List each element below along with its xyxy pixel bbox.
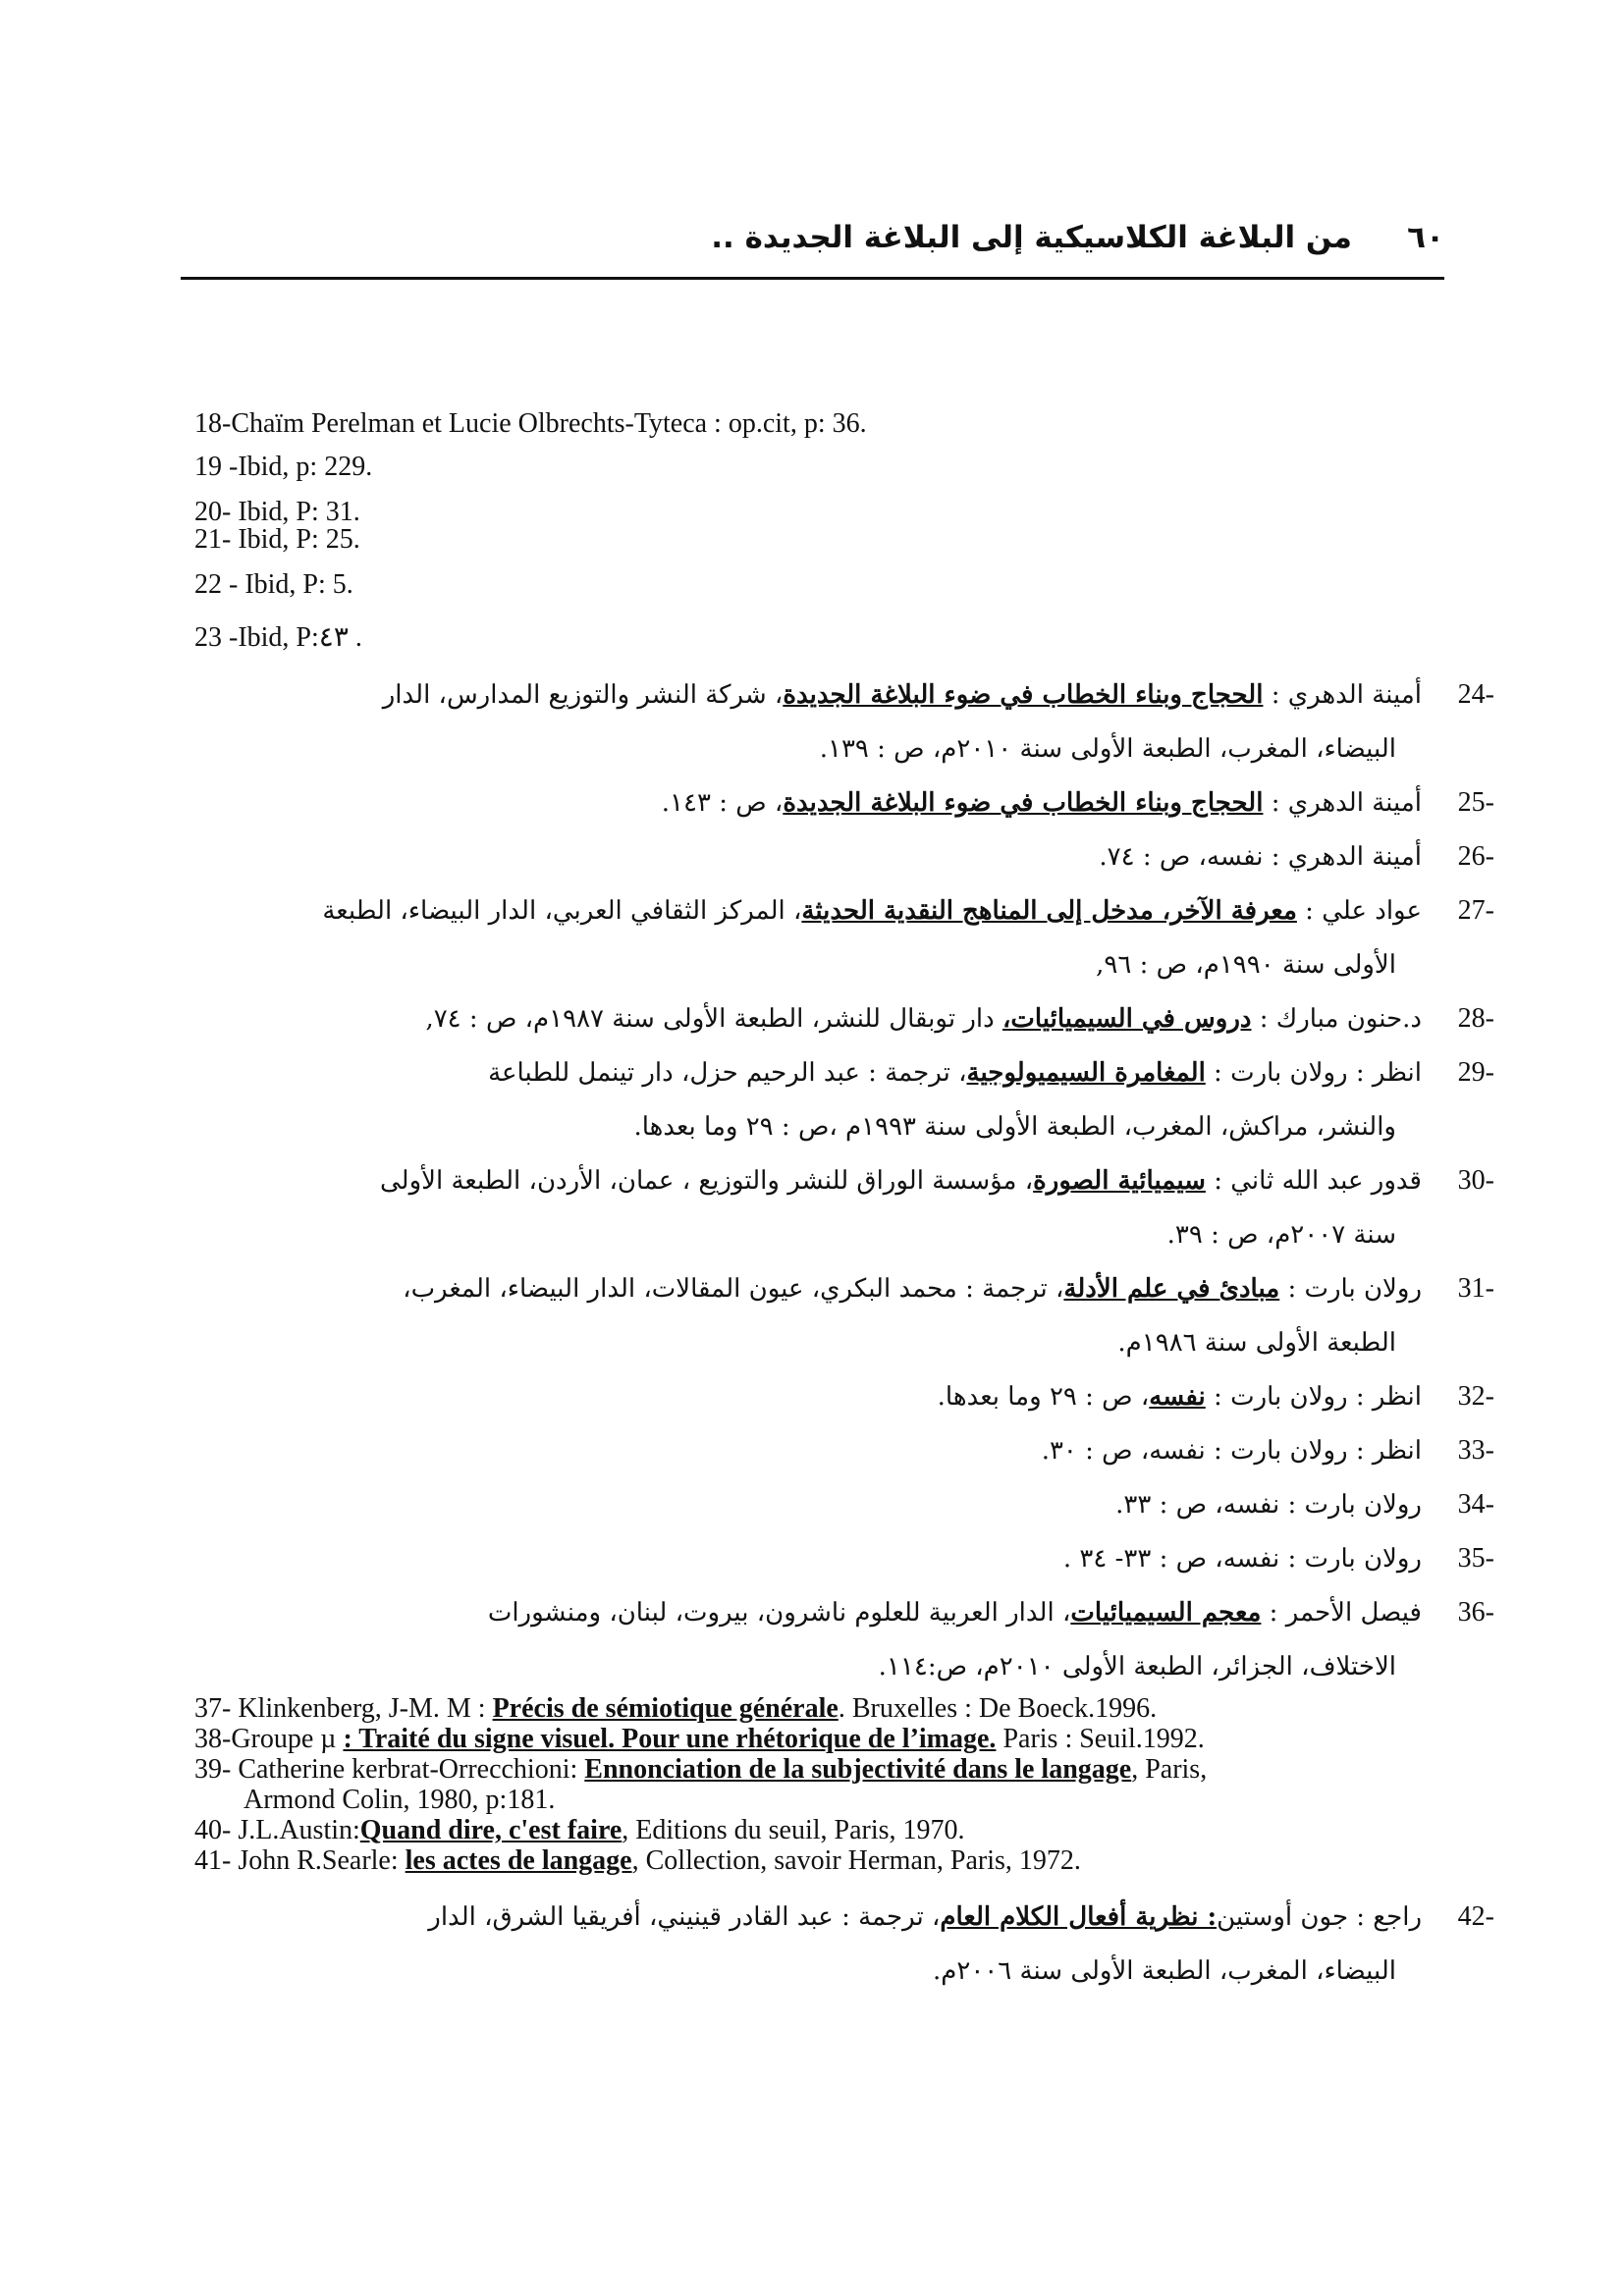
note-author: 38-Groupe µ — [194, 1724, 344, 1754]
note-title: Quand dire, c'est faire — [359, 1815, 623, 1845]
note-author: 37- Klinkenberg, J-M. M : — [194, 1693, 493, 1724]
note-continuation: الطبعة الأولى سنة ١٩٨٦م. — [1117, 1328, 1396, 1358]
note-author: 39- Catherine kerbrat-Orrecchioni: — [194, 1754, 585, 1785]
note-34 — [192, 1477, 1494, 1532]
note-author: انظر : رولان بارت : — [1205, 1058, 1422, 1088]
note-36 — [192, 1585, 1494, 1694]
note-title: المغامرة السيميولوجية — [966, 1058, 1206, 1088]
note-38 — [194, 1724, 1461, 1754]
note-author: فيصل الأحمر : — [1261, 1598, 1422, 1628]
note-title: : Traité du signe visuel. Pour une rhétorique de l’image. — [343, 1724, 997, 1754]
note-39 — [194, 1754, 1461, 1815]
note-number: 34- — [1457, 1489, 1494, 1520]
note-32 — [192, 1369, 1494, 1424]
note-42 — [192, 1890, 1494, 1999]
note-publisher: , Editions du seuil, Paris, 1970. — [622, 1815, 965, 1845]
note-continuation: الأولى سنة ١٩٩٠م، ص : ٩٦, — [1096, 950, 1396, 980]
note-number: 25- — [1457, 787, 1494, 818]
note-publisher: Paris : Seuil.1992. — [996, 1724, 1205, 1754]
note-continuation: البيضاء، المغرب، الطبعة الأولى سنة ٢٠١٠م، ص : ١٣٩. — [819, 734, 1396, 764]
note-publisher: , Collection, savoir Herman, Paris, 1972. — [631, 1845, 1081, 1876]
note-publisher: ، ترجمة : عبد الرحيم حزل، دار تينمل للطباعة — [488, 1058, 967, 1088]
note-number: 33- — [1457, 1435, 1494, 1466]
note-40 — [194, 1815, 1461, 1845]
note-publisher: ، المركز الثقافي العربي، الدار البيضاء، الطبعة — [322, 896, 802, 926]
note-28 — [192, 991, 1494, 1046]
note-title: نفسه — [1149, 1382, 1206, 1412]
note-number: 27- — [1457, 895, 1494, 926]
note-text: رولان بارت : نفسه، ص : ٣٣- ٣٤ . — [1062, 1544, 1422, 1574]
note-23: 23 -Ibid, P:٤٣ . — [194, 622, 362, 653]
note-publisher: دار توبقال للنشر، الطبعة الأولى سنة ١٩٨٧م، ص : ٧٤, — [425, 1004, 1002, 1034]
note-title: الحجاج وبناء الخطاب في ضوء البلاغة الجديدة — [783, 788, 1264, 818]
note-publisher: ، ترجمة : محمد البكري، عيون المقالات، الدار البيضاء، المغرب، — [403, 1274, 1064, 1304]
note-title: مبادئ في علم الأدلة — [1063, 1274, 1280, 1304]
note-title: Ennonciation de la subjectivité dans le langage — [584, 1754, 1132, 1785]
note-number: 35- — [1457, 1543, 1494, 1574]
note-continuation: سنة ٢٠٠٧م، ص : ٣٩. — [1166, 1220, 1396, 1250]
note-26 — [192, 829, 1494, 884]
note-publisher: ، شركة النشر والتوزيع المدارس، الدار — [382, 680, 784, 710]
note-25 — [192, 775, 1494, 830]
note-31 — [192, 1261, 1494, 1370]
note-publisher: , Paris, — [1131, 1754, 1208, 1785]
note-author: أمينة الدهري : — [1263, 788, 1422, 818]
page-number: ٦٠ — [1407, 220, 1444, 255]
note-title: les actes de langage — [405, 1845, 632, 1876]
note-author: انظر : رولان بارت : — [1205, 1382, 1422, 1412]
note-title: الحجاج وبناء الخطاب في ضوء البلاغة الجديدة — [783, 680, 1264, 710]
note-text: رولان بارت : نفسه، ص : ٣٣. — [1115, 1490, 1422, 1520]
note-author: 41- John R.Searle: — [194, 1845, 406, 1876]
note-text: انظر : رولان بارت : نفسه، ص : ٣٠. — [1041, 1436, 1422, 1466]
note-37 — [194, 1693, 1461, 1724]
note-author: راجع : جون أوستين — [1217, 1902, 1422, 1932]
note-continuation: الاختلاف، الجزائر، الطبعة الأولى ٢٠١٠م، ص:١١٤. — [878, 1652, 1396, 1682]
note-number: 31- — [1457, 1273, 1494, 1304]
note-publisher: . Bruxelles : De Boeck.1996. — [838, 1693, 1158, 1724]
note-continuation: والنشر، مراكش، المغرب، الطبعة الأولى سنة ١٩٩٣م ،ص : ٢٩ وما بعدها. — [633, 1112, 1396, 1142]
note-29 — [192, 1045, 1494, 1154]
note-18: 18-Chaïm Perelman et Lucie Olbrechts-Tyteca : op.cit, p: 36. — [194, 408, 867, 439]
note-title: معجم السيميائيات — [1070, 1598, 1262, 1628]
note-publisher: ، الدار العربية للعلوم ناشرون، بيروت، لبنان، ومنشورات — [487, 1598, 1071, 1628]
note-author: رولان بارت : — [1279, 1274, 1422, 1304]
note-20: 20- Ibid, P: 31. — [194, 497, 360, 527]
note-title: : نظرية أفعال الكلام العام — [940, 1902, 1218, 1932]
note-title: دروس في السيميائيات، — [1001, 1004, 1252, 1034]
note-19: 19 -Ibid, p: 229. — [194, 452, 373, 482]
note-number: 30- — [1457, 1165, 1494, 1196]
note-author: د.حنون مبارك : — [1251, 1004, 1422, 1034]
note-continuation: Armond Colin, 1980, p:181. — [244, 1785, 556, 1815]
note-publisher: ، ترجمة : عبد القادر قينيني، أفريقيا الشرق، الدار — [428, 1902, 941, 1932]
note-author: أمينة الدهري : — [1263, 680, 1422, 710]
note-author: عواد علي : — [1296, 896, 1422, 926]
note-24 — [192, 667, 1494, 776]
note-continuation: البيضاء، المغرب، الطبعة الأولى سنة ٢٠٠٦م. — [933, 1956, 1396, 1986]
note-text: أمينة الدهري : نفسه، ص : ٧٤. — [1099, 842, 1422, 872]
note-author: 40- J.L.Austin: — [194, 1815, 360, 1845]
note-publisher: ، مؤسسة الوراق للنشر والتوزيع ، عمان، الأردن، الطبعة الأولى — [380, 1166, 1034, 1196]
note-title: معرفة الآخر، مدخل إلى المناهج النقدية الحديثة — [801, 896, 1297, 926]
note-number: 24- — [1457, 679, 1494, 710]
note-number: 32- — [1457, 1381, 1494, 1412]
note-number: 36- — [1457, 1597, 1494, 1628]
note-author: قدور عبد الله ثاني : — [1205, 1166, 1422, 1196]
note-number: 28- — [1457, 1003, 1494, 1034]
note-number: 42- — [1457, 1901, 1494, 1932]
note-number: 26- — [1457, 841, 1494, 872]
note-35 — [192, 1531, 1494, 1586]
note-22: 22 - Ibid, P: 5. — [194, 569, 353, 600]
note-number: 29- — [1457, 1057, 1494, 1088]
note-27 — [192, 883, 1494, 992]
note-publisher: ، ص : ١٤٣. — [661, 788, 784, 818]
running-title: من البلاغة الكلاسيكية إلى البلاغة الجديدة .. — [711, 220, 1352, 255]
note-title: سيميائية الصورة — [1033, 1166, 1206, 1196]
note-41 — [194, 1845, 1461, 1876]
note-30 — [192, 1153, 1494, 1262]
note-21: 21- Ibid, P: 25. — [194, 524, 360, 555]
note-publisher: ، ص : ٢٩ وما بعدها. — [937, 1382, 1150, 1412]
note-33 — [192, 1423, 1494, 1478]
note-title: Précis de sémiotique générale — [492, 1693, 839, 1724]
